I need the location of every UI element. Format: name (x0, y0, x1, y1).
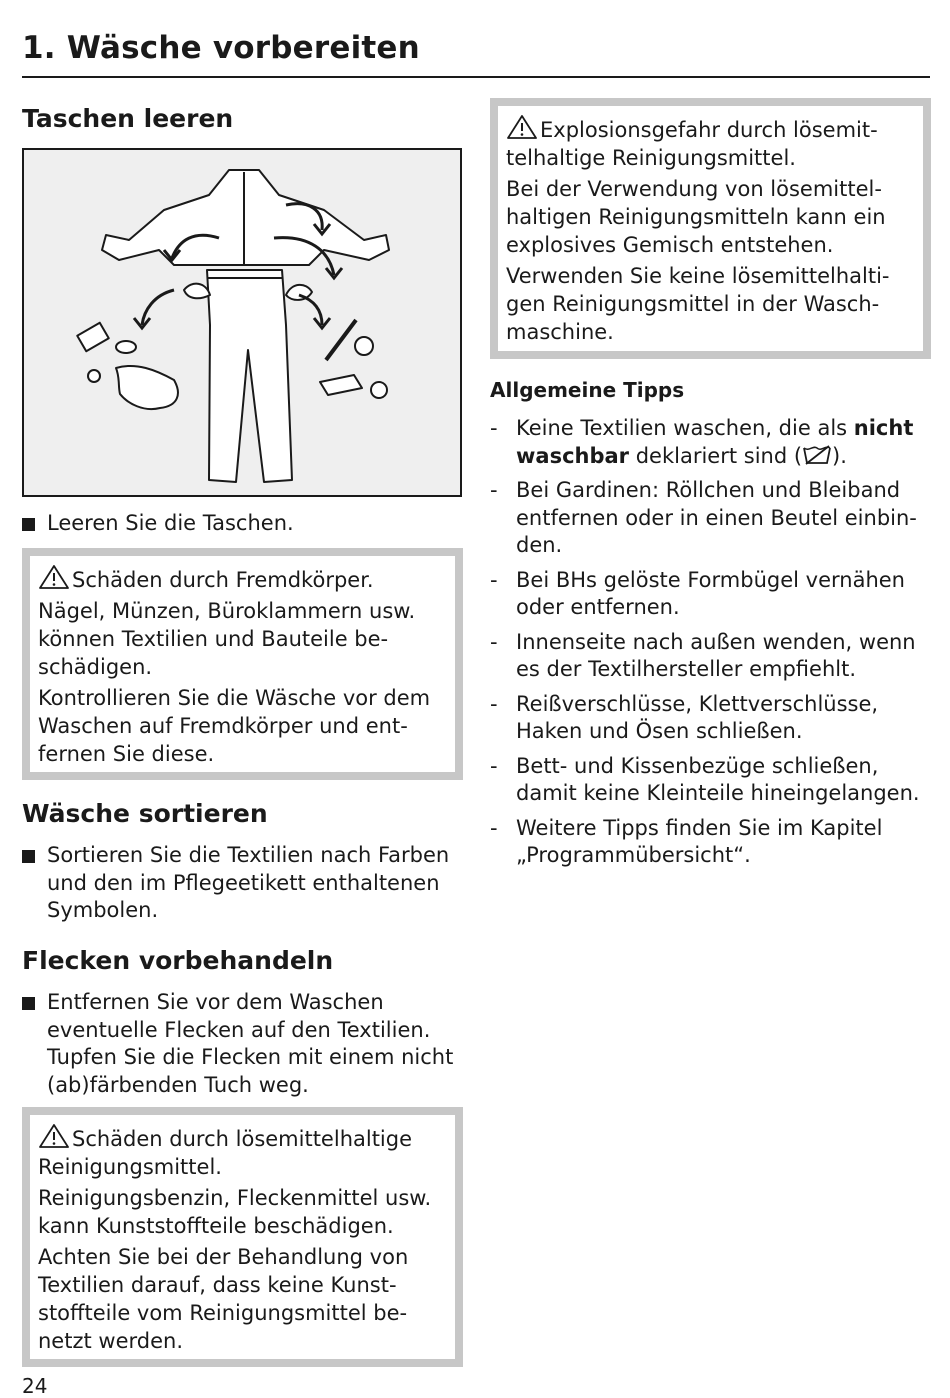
pen-shape (326, 320, 356, 360)
page-number: 24 (22, 1374, 48, 1398)
warning-explosion-p1: Bei der Verwendung von lösemittelhaltigen Reinigungsmitteln kann ein explosives Gemisch entstehen. (506, 177, 886, 257)
warning-loesemittel-title-line (38, 1123, 447, 1181)
warning-fremdkoerper-title-line (38, 564, 447, 594)
warning-loesemittel-p1: Reinigungsbenzin, Fleckenmittel usw. kann Kunststoffteile beschädigen. (38, 1186, 432, 1238)
tip-item (490, 477, 930, 560)
tip-item (490, 415, 930, 470)
bullet-sortieren (22, 842, 467, 925)
tip-dash: - (490, 629, 498, 654)
cloth-shape (116, 366, 178, 409)
warning-fremdkoerper-p2: Kontrollieren Sie die Wäsche vor dem Waschen auf Fremdkörper und entfernen Sie diese. (38, 686, 431, 766)
tip-text: Bei Gardinen: Röllchen und Bleiband entfernen oder in einen Beutel einbinden. (516, 478, 917, 557)
tip-dash: - (490, 815, 498, 840)
empty-pockets-illustration (22, 148, 462, 497)
tip-text: Innenseite nach außen wenden, wenn es der Textilhersteller empfiehlt. (516, 629, 916, 681)
warning-explosion-title: Explosionsgefahr durch lösemittelhaltige Reinigungsmittel. (506, 118, 878, 170)
tip-1-pre: Keine Textilien waschen, die als (516, 416, 854, 440)
tips-list (490, 415, 930, 877)
tip-dash: - (490, 753, 498, 778)
tip-text: Bett- und Kissenbezüge schließen, damit keine Kleinteile hineingelangen. (516, 753, 920, 805)
page-title: 1. Wäsche vorbereiten (22, 30, 420, 66)
tip-text: Reißverschlüsse, Klettverschlüsse, Haken und Ösen schließen. (516, 691, 879, 743)
tip-item (490, 753, 930, 808)
bullet-square-icon (22, 518, 35, 531)
tip-dash: - (490, 691, 498, 716)
tip-dash: - (490, 567, 498, 592)
warning-fremdkoerper-title: Schäden durch Fremdkörper. (72, 568, 374, 592)
bullet-leeren (22, 510, 467, 538)
tip-item (490, 691, 930, 746)
pants-shape (207, 270, 292, 482)
tip-dash: - (490, 478, 498, 502)
tip-1-bold: nicht waschbar (516, 416, 914, 468)
bullet-flecken-text: Entfernen Sie vor dem Waschen eventuelle Flecken auf den Textilien. Tupfen Sie die Flecken mit einem nicht (ab)färbenden Tuch weg. (47, 990, 454, 1097)
coin-shape (116, 341, 136, 353)
warning-fremdkoerper (22, 548, 463, 780)
warning-explosion-p2: Verwenden Sie keine lösemittelhaltigen Reinigungsmittel in der Waschmaschine. (506, 264, 890, 344)
tip-1-post-a: deklariert sind ( (629, 443, 803, 468)
title-rule (22, 76, 930, 78)
warning-loesemittel-p2: Achten Sie bei der Behandlung von Textilien darauf, dass keine Kunststoffteile vom Reinigungsmittel benetzt werden. (38, 1245, 409, 1353)
lighter-shape (77, 323, 109, 352)
bullet-leeren-text: Leeren Sie die Taschen. (47, 511, 294, 535)
tip-item (490, 629, 930, 684)
heading-waesche-sortieren: Wäsche sortieren (22, 799, 268, 828)
warning-explosion-title-line (506, 114, 915, 172)
tip-item (490, 567, 930, 622)
jacket-shape (102, 170, 389, 265)
tip-item (490, 815, 930, 870)
tip-dash: - (490, 416, 498, 440)
warning-triangle-icon (506, 114, 540, 140)
keys-shape (320, 375, 362, 395)
warning-triangle-icon (38, 1123, 72, 1149)
tip-text: Weitere Tipps finden Sie im Kapitel „Programmübersicht“. (516, 815, 883, 867)
heading-taschen-leeren: Taschen leeren (22, 104, 234, 133)
warning-fremdkoerper-p1: Nägel, Münzen, Büroklammern usw. können Textilien und Bauteile beschädigen. (38, 599, 416, 679)
warning-explosionsgefahr (490, 98, 931, 359)
warning-loesemittel-title: Schäden durch lösemittelhaltige Reinigungsmittel. (38, 1127, 413, 1179)
clothes-illustration (24, 150, 460, 495)
heading-allgemeine-tipps: Allgemeine Tipps (490, 378, 685, 402)
tip-1-post-b: ). (832, 443, 847, 468)
bullet-flecken (22, 989, 467, 1099)
not-washable-icon (802, 444, 832, 466)
bullet-sortieren-text: Sortieren Sie die Textilien nach Farben und den im Pflegeetikett enthaltenen Symbolen. (47, 843, 450, 922)
tip-text: Bei BHs gelöste Formbügel vernähen oder entfernen. (516, 567, 905, 619)
warning-loesemittel (22, 1107, 463, 1367)
bullet-square-icon (22, 850, 35, 863)
warning-triangle-icon (38, 564, 72, 590)
heading-flecken-vorbehandeln: Flecken vorbehandeln (22, 946, 334, 975)
bullet-square-icon (22, 997, 35, 1010)
